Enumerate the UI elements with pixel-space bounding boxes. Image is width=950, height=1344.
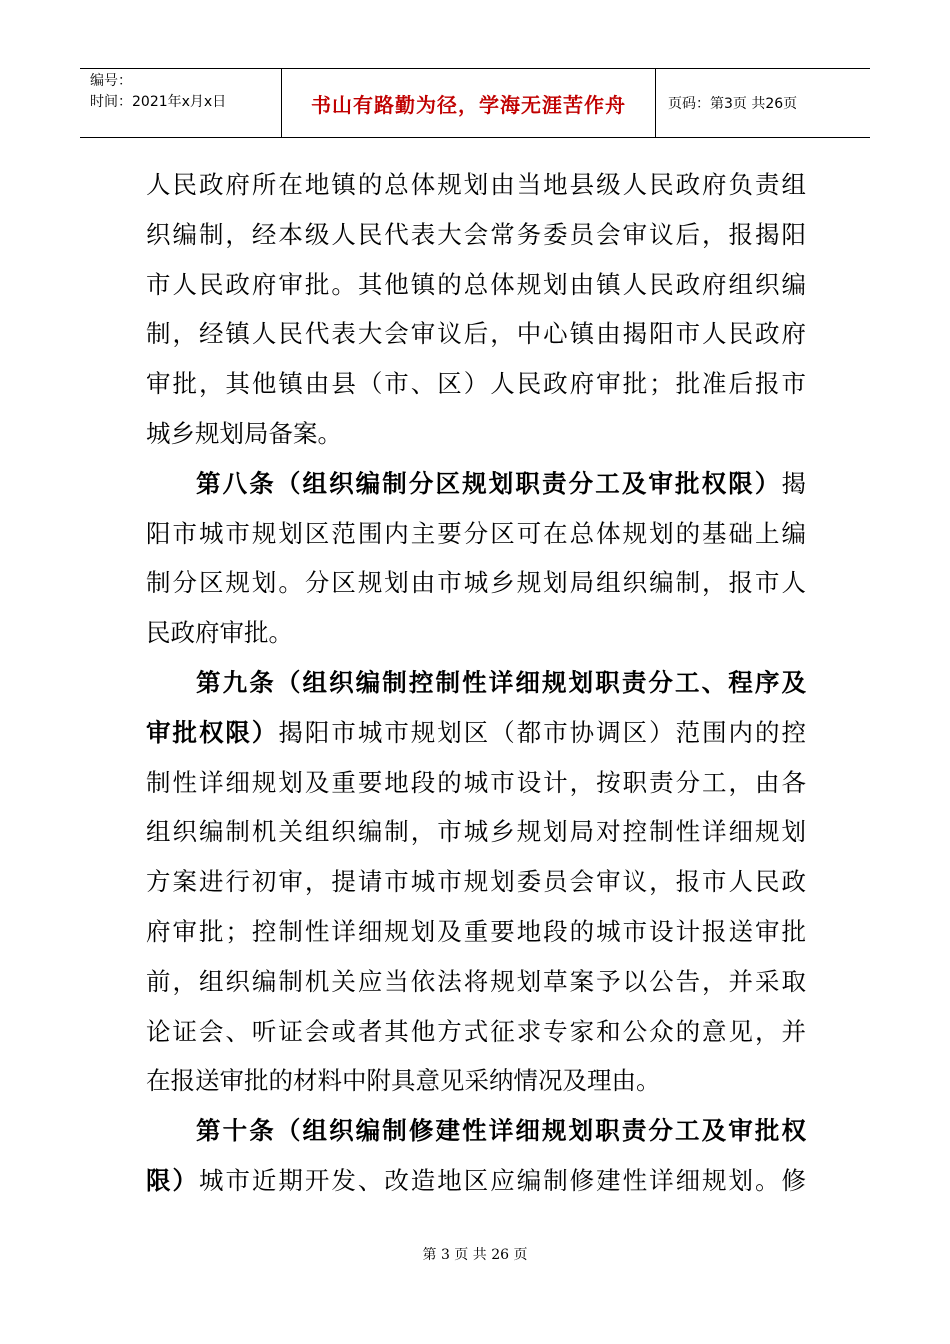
body-text: 制，经镇人民代表大会审议后，中心镇由揭阳市人民政府	[146, 319, 806, 349]
body-text: 人民政府所在地镇的总体规划由当地县级人民政府负责组	[146, 170, 806, 199]
text-line	[146, 409, 806, 459]
body-text: 在报送审批的材料中附具意见采纳情况及理由。	[146, 1066, 661, 1096]
document-body	[146, 160, 806, 1206]
text-line	[146, 210, 806, 260]
document-header	[80, 68, 870, 138]
text-line	[146, 957, 806, 1007]
article-heading: 审批权限）	[146, 717, 279, 747]
header-motto: 书山有路勤为径，学海无涯苦作舟	[311, 92, 626, 117]
text-line	[146, 1007, 806, 1057]
text-line	[146, 758, 806, 808]
text-line	[146, 807, 806, 857]
text-line	[146, 1056, 806, 1106]
text-line	[146, 708, 806, 758]
body-text: 论证会、听证会或者其他方式征求专家和公众的意见，并	[146, 1016, 806, 1046]
document-time-label: 时间：2021年x月x日	[90, 94, 227, 110]
body-text: 民政府审批。	[146, 618, 293, 648]
article-heading: 第八条（组织编制分区规划职责分工及审批权限）	[196, 468, 782, 498]
body-text: 城市近期开发、改造地区应编制修建性详细规划。修	[198, 1165, 807, 1195]
body-text: 揭	[781, 468, 806, 498]
document-number-label: 编号：	[90, 73, 132, 89]
article-heading: 第十条（组织编制修建性详细规划职责分工及审批权	[196, 1116, 806, 1146]
header-page-cell	[656, 69, 870, 137]
text-line	[146, 459, 806, 509]
text-line	[146, 260, 806, 310]
text-line	[146, 359, 806, 409]
text-line	[146, 857, 806, 907]
body-text: 前，组织编制机关应当依法将规划草案予以公告，并采取	[146, 966, 806, 996]
text-line	[146, 658, 806, 708]
body-text: 制性详细规划及重要地段的城市设计，按职责分工，由各	[146, 767, 806, 797]
text-line	[146, 1106, 806, 1156]
body-text: 市人民政府审批。其他镇的总体规划由镇人民政府组织编	[146, 269, 806, 299]
header-meta	[80, 69, 282, 137]
body-text: 揭阳市城市规划区（都市协调区）范围内的控	[278, 717, 807, 747]
body-text: 阳市城市规划区范围内主要分区可在总体规划的基础上编	[146, 518, 806, 548]
text-line	[146, 309, 806, 359]
body-text: 方案进行初审，提请市城市规划委员会审议，报市人民政	[146, 867, 806, 897]
text-line	[146, 608, 806, 658]
article-heading: 第九条（组织编制控制性详细规划职责分工、程序及	[196, 667, 806, 697]
body-text: 组织编制机关组织编制，市城乡规划局对控制性详细规划	[146, 817, 806, 847]
body-text: 制分区规划。分区规划由市城乡规划局组织编制，报市人	[146, 568, 806, 598]
body-text: 织编制，经本级人民代表大会常务委员会审议后，报揭阳	[146, 219, 806, 249]
header-motto-cell	[282, 69, 656, 137]
body-text: 城乡规划局备案。	[146, 418, 342, 448]
text-line	[146, 160, 806, 210]
header-page-label: 页码：第3页 共26页	[668, 96, 798, 112]
article-heading: 限）	[146, 1165, 199, 1195]
body-text: 审批，其他镇由县（市、区）人民政府审批；批准后报市	[146, 369, 806, 399]
page-footer: 第 3 页 共 26 页	[422, 1247, 528, 1263]
body-text: 府审批；控制性详细规划及重要地段的城市设计报送审批	[146, 916, 806, 946]
text-line	[146, 509, 806, 559]
text-line	[146, 558, 806, 608]
text-line	[146, 1156, 806, 1206]
text-line	[146, 907, 806, 957]
